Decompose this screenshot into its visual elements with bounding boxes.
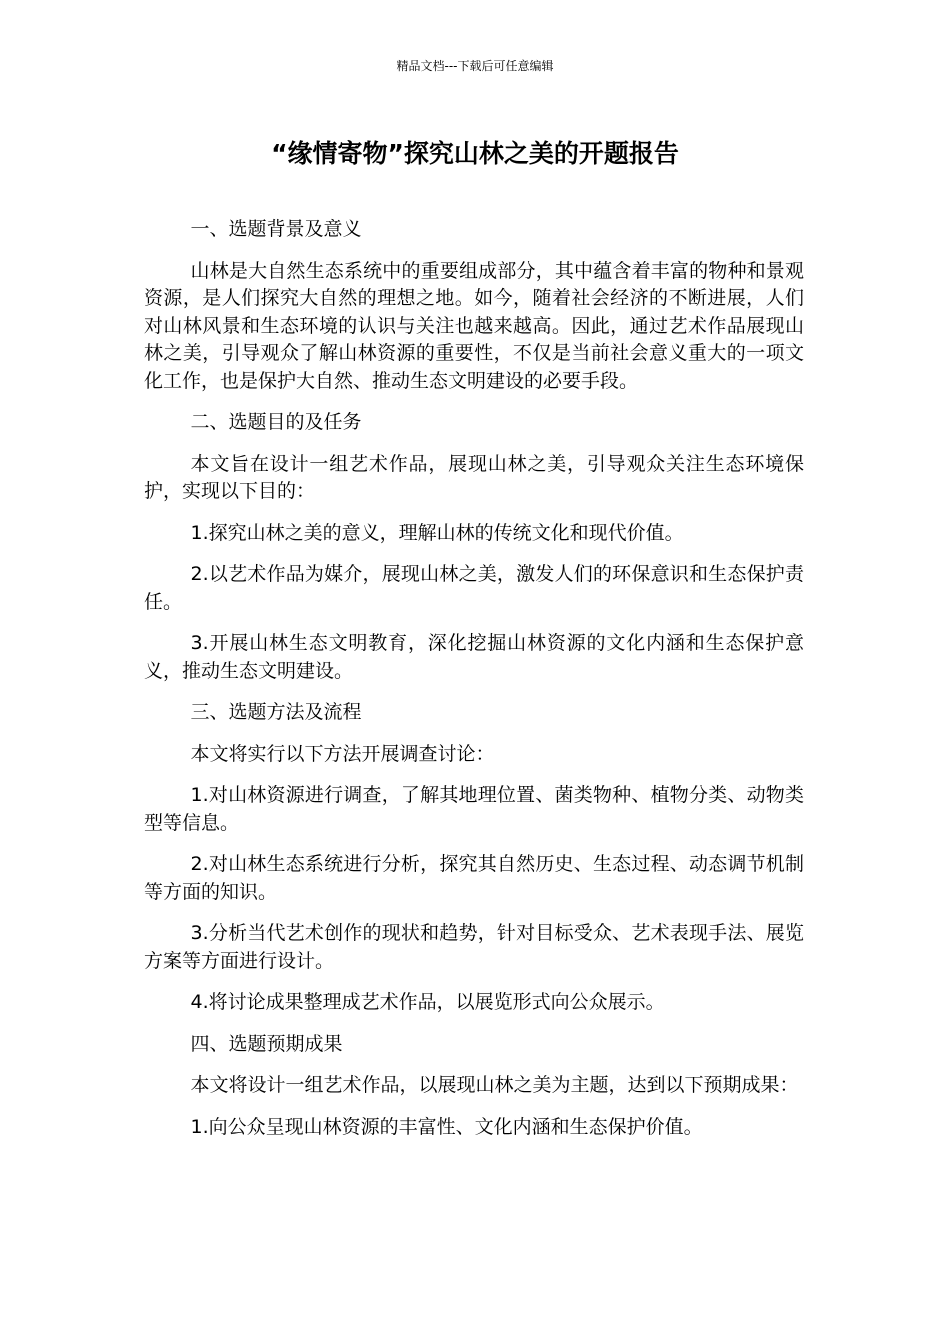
header-note: 精品文档---下载后可任意编辑 [396,59,554,73]
page-title: “缘情寄物”探究山林之美的开题报告 [271,139,679,168]
paragraph-outcome-intro: 本文将设计一组艺术作品，以展现山林之美为主题，达到以下预期成果： [190,1074,799,1096]
paragraph-purpose-intro: 本文旨在设计一组艺术作品，展现山林之美，引导观众关注生态环境保护，实现以下目的： [144,452,804,502]
paragraph-method-intro: 本文将实行以下方法开展调查讨论： [190,742,495,765]
list-item-purpose-2: 2.以艺术作品为媒介，展现山林之美，激发人们的环保意识和生态保护责任。 [144,563,804,613]
section-heading-outcome: 四、选题预期成果 [190,1032,343,1055]
list-item-outcome-1: 1.向公众呈现山林资源的丰富性、文化内涵和生态保护价值。 [190,1115,703,1138]
list-item-method-1: 1.对山林资源进行调查，了解其地理位置、菌类物种、植物分类、动物类型等信息。 [144,784,804,834]
section-heading-purpose: 二、选题目的及任务 [190,411,362,433]
list-item-method-4: 4.将讨论成果整理成艺术作品，以展览形式向公众展示。 [190,991,665,1013]
document-body [144,216,804,1155]
list-item-method-2: 2.对山林生态系统进行分析，探究其自然历史、生态过程、动态调节机制等方面的知识。 [144,853,804,903]
list-item-method-3: 3.分析当代艺术创作的现状和趋势，针对目标受众、艺术表现手法、展览方案等方面进行设计。 [144,922,804,972]
section-heading-method: 三、选题方法及流程 [190,701,362,723]
list-item-purpose-1: 1.探究山林之美的意义，理解山林的传统文化和现代价值。 [190,521,684,544]
list-item-purpose-3: 3.开展山林生态文明教育，深化挖掘山林资源的文化内涵和生态保护意义，推动生态文明建设。 [144,632,804,682]
section-heading-background: 一、选题背景及意义 [190,218,362,240]
paragraph-background: 山林是大自然生态系统中的重要组成部分，其中蕴含着丰富的物种和景观资源，是人们探究大自然的理想之地。如今，随着社会经济的不断进展，人们对山林风景和生态环境的认识与关注也越来越高。因此，通过艺术作品展现山林之美，引导观众了解山林资源的重要性，不仅是当前社会意义重大的一项文化工作，也是保护大自然、推动生态文明建设的必要手段。 [144,259,804,392]
